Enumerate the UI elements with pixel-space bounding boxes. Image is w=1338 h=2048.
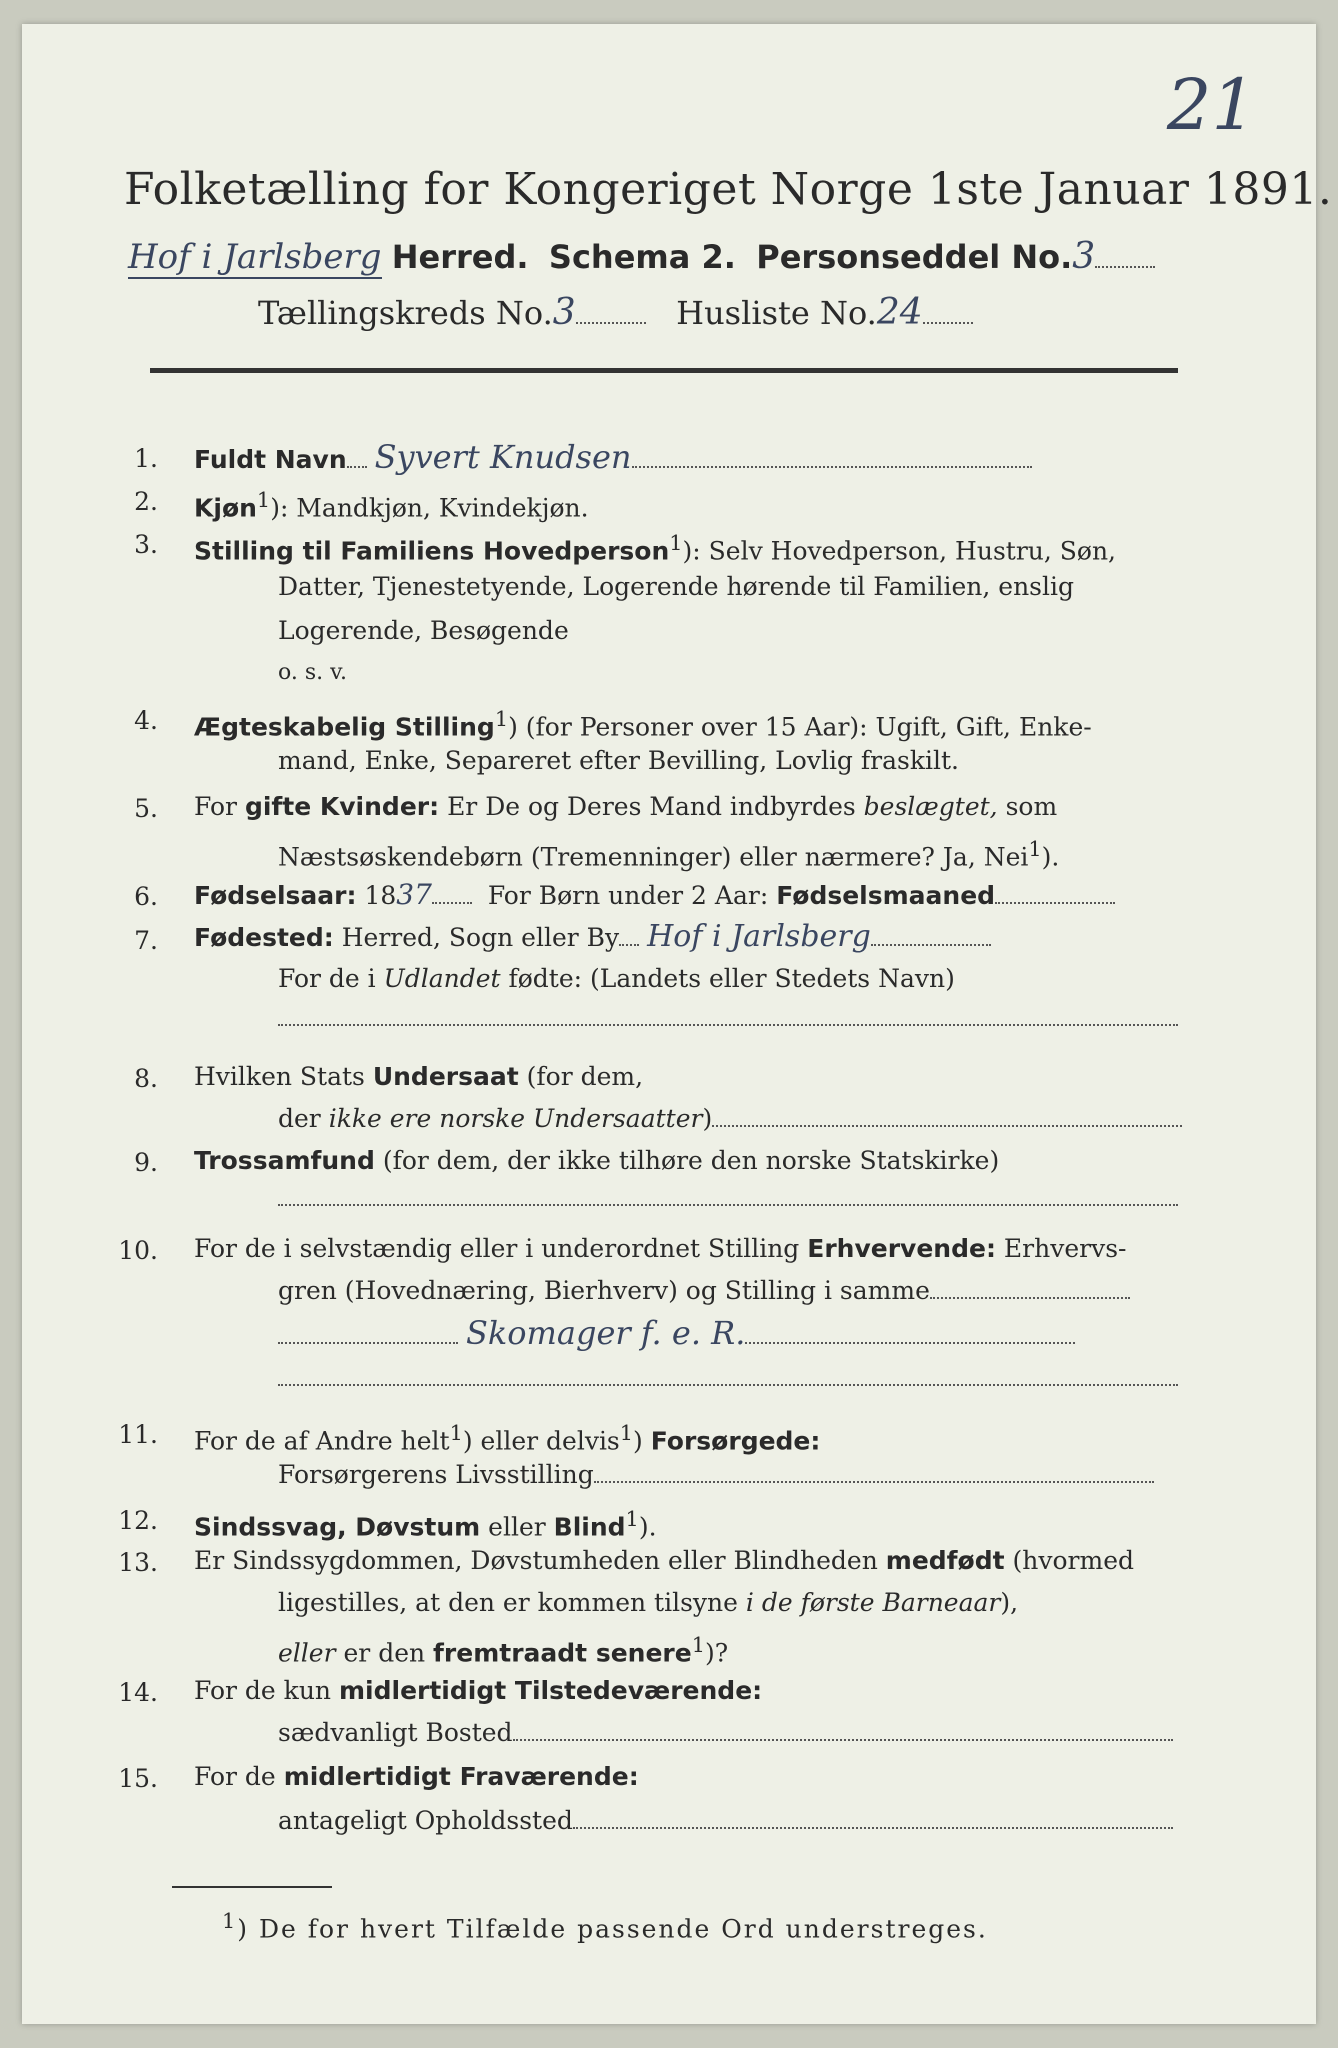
q10-label: Erhvervende: — [807, 1234, 996, 1263]
q2-row — [194, 485, 589, 523]
q13-row-3: eller er den fremtraadt senere$^1$)? — [278, 1633, 729, 1668]
q9-line1: (for dem, der ikke tilhøre den norske Statskirke) — [382, 1146, 1000, 1175]
q7-row-2 — [278, 964, 955, 994]
q3-line1: ): Selv Hovedperson, Hustru, Søn, — [682, 536, 1117, 566]
q1-number: 1. — [134, 444, 158, 473]
q7-line1: Herred, Sogn eller By — [341, 923, 620, 952]
q5-line1-end: som — [1005, 792, 1058, 821]
q6-prefix: 18 — [364, 881, 397, 910]
q1-value: Syvert Knudsen — [374, 438, 632, 476]
q8-line2-a: der — [278, 1104, 321, 1133]
husliste-value: 24 — [876, 292, 923, 333]
footnote-text: ) De for hvert Tilfælde passende Ord understreges. — [237, 1914, 988, 1944]
q5-pre: For — [194, 792, 237, 821]
header-line-2 — [258, 292, 973, 333]
q10-line1-a: For de i selvstændig eller i underordnet Stilling — [194, 1234, 800, 1263]
q3-label: Stilling til Familiens Hovedperson — [194, 536, 670, 566]
q7-label: Fødested: — [194, 923, 334, 952]
q6-row — [194, 880, 1115, 911]
q11-label: Forsørgede: — [650, 1426, 821, 1456]
q8-row-1 — [194, 1062, 643, 1092]
schema-label: Schema 2. — [548, 238, 736, 276]
q3-line2: Datter, Tjenestetyende, Logerende hørende til Familien, enslig — [278, 572, 1075, 601]
herred-value: Hof i Jarlsberg — [128, 237, 382, 277]
q1-label: Fuldt Navn — [194, 445, 347, 474]
q1-row — [194, 438, 1032, 476]
q2-sup: 1 — [256, 488, 271, 512]
q7-line2-a: For de i — [278, 964, 376, 993]
q13-line1-a: Er Sindssygdommen, Døvstumheden eller Blindheden — [194, 1546, 878, 1575]
q7-value: Hof i Jarlsberg — [647, 919, 871, 954]
q10-line1-b: Erhvervs- — [1003, 1234, 1127, 1263]
q7-number: 7. — [134, 926, 158, 955]
page-number: 21 — [1166, 64, 1256, 146]
q6-text: For Børn under 2 Aar: — [487, 881, 769, 910]
q6-label2: Fødselsmaaned — [776, 881, 996, 910]
q12-row: Sindssvag, Døvstum eller Blind$^1$). — [194, 1507, 657, 1542]
q8-line2-italic: ikke ere norske Undersaatter — [328, 1104, 703, 1133]
q13-line1-b: (hvormed — [1012, 1546, 1135, 1575]
q3-row-1 — [194, 528, 1116, 566]
q8-label: Undersaat — [372, 1062, 519, 1091]
q13-label: medfødt — [885, 1546, 1005, 1575]
q7-line2-italic: Udlandet — [383, 964, 501, 993]
q6-value: 37 — [396, 878, 432, 911]
kreds-label: Tællingskreds No. — [258, 294, 553, 332]
q9-number: 9. — [134, 1148, 158, 1177]
q8-line1-a: Hvilken Stats — [194, 1062, 365, 1091]
form-title: Folketælling for Kongeriget Norge 1ste Januar 1891. — [124, 164, 1333, 215]
q13-row-2: ligestilles, at den er kommen tilsyne i de første Barneaar), — [278, 1588, 1019, 1617]
q13-row-1 — [194, 1546, 1134, 1576]
herred-label: Herred. — [391, 238, 529, 276]
q15-label: midlertidigt Fraværende: — [283, 1762, 639, 1791]
q13-line3-a: er den — [343, 1638, 426, 1668]
q13-line3-italic: eller — [278, 1638, 336, 1668]
q15-number: 15. — [118, 1764, 158, 1793]
q5-line1: Er De og Deres Mand indbyrdes — [447, 792, 856, 821]
q5-row-2: Næstsøskendebørn (Tremenninger) eller nærmere? Ja, Nei$^1$). — [278, 837, 1060, 872]
q12-number: 12. — [118, 1506, 158, 1535]
q2-label: Kjøn — [194, 493, 257, 523]
q9-label: Trossamfund — [194, 1146, 375, 1175]
husliste-label: Husliste No. — [676, 294, 877, 332]
header-rule — [150, 368, 1178, 373]
q4-sup: 1 — [494, 707, 509, 731]
q3-line3: Logerende, Besøgende — [278, 616, 569, 645]
q4-label: Ægteskabelig Stilling — [194, 712, 495, 742]
q15-row-2 — [278, 1806, 1173, 1836]
q2-text: ): Mandkjøn, Kvindekjøn. — [270, 493, 589, 523]
q12-label: Sindssvag, Døvstum — [194, 1512, 481, 1542]
q14-row-1 — [194, 1676, 762, 1706]
kreds-value: 3 — [552, 292, 576, 333]
q4-line1: ) (for Personer over 15 Aar): Ugift, Gift, Enke- — [508, 712, 1092, 742]
q6-number: 6. — [134, 882, 158, 911]
q4-line2: mand, Enke, Separeret efter Bevilling, Lovlig fraskilt. — [278, 746, 959, 775]
footnote — [222, 1906, 988, 1944]
q10-line2: gren (Hovednæring, Bierhverv) og Stilling i samme — [278, 1276, 930, 1305]
q15-pre: For de — [194, 1762, 276, 1791]
q11-number: 11. — [118, 1420, 158, 1449]
q12-mid: eller — [488, 1512, 546, 1542]
q14-row-2 — [278, 1718, 1173, 1748]
q5-number: 5. — [134, 794, 158, 823]
q10-value: Skomager f. e. R. — [465, 1314, 746, 1352]
q13-line2-italic: i de første Barneaar — [745, 1588, 1001, 1617]
q10-row-2 — [278, 1276, 1130, 1306]
q4-row-1 — [194, 704, 1092, 742]
q7-line2-b: fødte: (Landets eller Stedets Navn) — [508, 964, 955, 993]
q3-line4: o. s. v. — [278, 660, 347, 685]
q8-line1-b: (for dem, — [526, 1062, 644, 1091]
q2-number: 2. — [134, 487, 158, 516]
q10-number: 10. — [118, 1236, 158, 1265]
q9-blank-line — [278, 1204, 1178, 1206]
q11-sup-b: 1 — [619, 1421, 634, 1445]
q13-sup: 1 — [691, 1633, 705, 1657]
q11-row-1: For de af Andre helt$^1$) eller delvis$^1$) Forsørgede: — [194, 1421, 821, 1456]
q8-number: 8. — [134, 1064, 158, 1093]
q15-line2: antageligt Opholdssted — [278, 1806, 573, 1835]
q11-line1-b: ) eller delvis — [462, 1426, 620, 1456]
header-line-1 — [128, 236, 1155, 277]
q14-pre: For de kun — [194, 1676, 332, 1705]
census-form — [22, 24, 1333, 2024]
q5-line1-italic: beslægtet, — [863, 792, 998, 821]
q11-row-2 — [278, 1460, 1154, 1490]
q12-label2: Blind — [553, 1512, 626, 1542]
q14-label: midlertidigt Tilstedeværende: — [338, 1676, 763, 1705]
q10-row-3 — [278, 1314, 1075, 1352]
q9-row-1 — [194, 1146, 999, 1176]
q11-line1-a: For de af Andre helt — [194, 1426, 450, 1456]
q14-number: 14. — [118, 1678, 158, 1707]
q7-row-1 — [194, 919, 991, 954]
q10-row-1 — [194, 1234, 1126, 1264]
q13-line2-a: ligestilles, at den er kommen tilsyne — [278, 1588, 738, 1617]
q7-blank-line — [278, 1024, 1178, 1026]
q3-sup: 1 — [669, 531, 683, 555]
q4-number: 4. — [134, 706, 158, 735]
footnote-rule — [172, 1886, 332, 1888]
q5-sup: 1 — [1028, 837, 1042, 861]
q5-row-1 — [194, 792, 1057, 822]
personseddel-label: Personseddel No. — [756, 238, 1073, 276]
q11-sup-a: 1 — [449, 1421, 463, 1445]
q12-sup: 1 — [625, 1507, 639, 1531]
q6-label: Fødselsaar: — [194, 881, 357, 910]
q5-line2: Næstsøskendebørn (Tremenninger) eller nærmere? Ja, Nei — [278, 842, 1029, 872]
q5-label: gifte Kvinder: — [244, 792, 440, 821]
q13-number: 13. — [118, 1548, 158, 1577]
footnote-sup: 1 — [222, 1909, 238, 1933]
q15-row-1 — [194, 1762, 639, 1792]
personseddel-value: 3 — [1072, 236, 1096, 277]
q8-row-2: der ikke ere norske Undersaatter) — [278, 1104, 1182, 1134]
q10-blank-line — [278, 1384, 1178, 1386]
q14-line2: sædvanligt Bosted — [278, 1718, 513, 1747]
q11-line2: Forsørgerens Livsstilling — [278, 1460, 594, 1489]
q3-number: 3. — [134, 530, 158, 559]
q13-label2: fremtraadt senere — [433, 1638, 692, 1668]
